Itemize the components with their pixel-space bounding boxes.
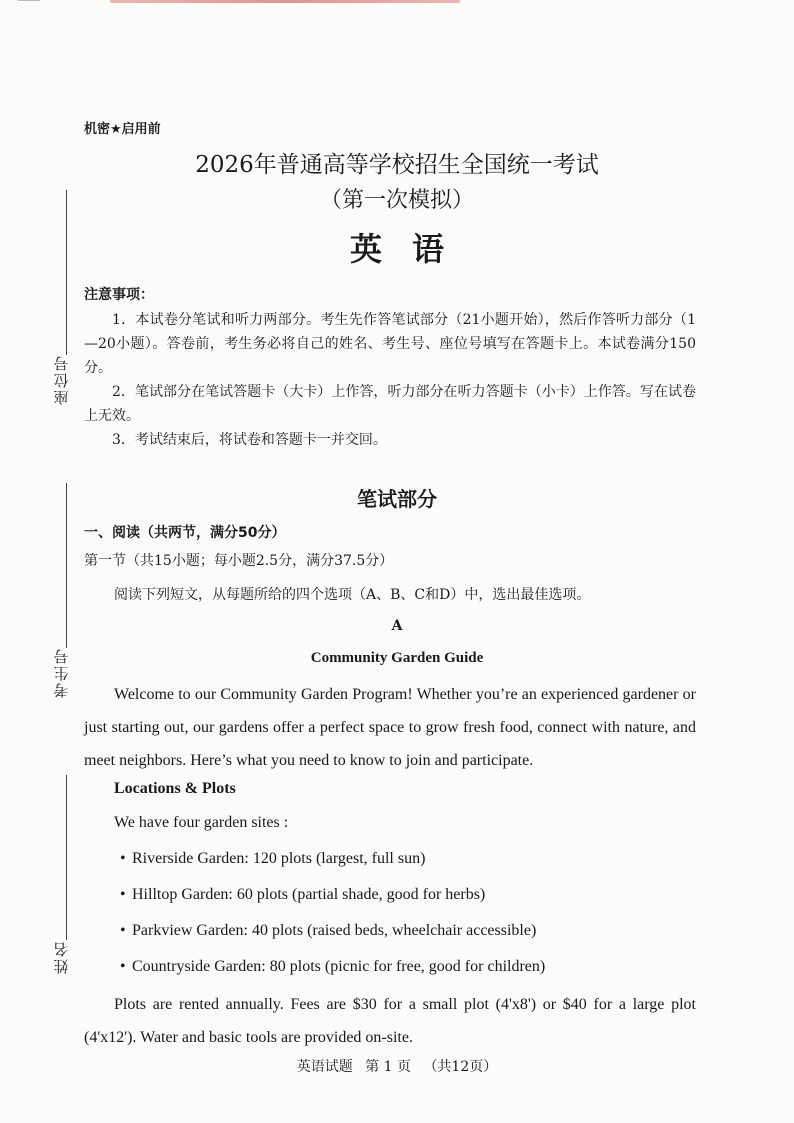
notice-list bbox=[84, 308, 696, 452]
passage-intro: Welcome to our Community Garden Program! Whether you’re an experienced gardener or just starting out, our gardens offer a perfect space to grow fresh food, connect with nature, and meet neighbors. Here’s what you need to know to join and participate. bbox=[84, 686, 696, 769]
notice-item: 3．考试结束后，将试卷和答题卡一并交回。 bbox=[112, 432, 387, 448]
site-text: Parkview Garden: 40 plots (raised beds, wheelchair accessible) bbox=[132, 922, 537, 939]
confidential-mark: 机密★启用前 bbox=[84, 122, 161, 137]
exam-title: 2026年普通高等学校招生全国统一考试 bbox=[195, 152, 599, 178]
list-item bbox=[120, 958, 545, 976]
rent-paragraph: Plots are rented annually. Fees are $30 for a small plot (4'x8') or $40 for a large plot (4'x12'). Water and basic tools are provided on-site. bbox=[84, 996, 696, 1046]
page-footer bbox=[0, 1056, 794, 1076]
subject-title: 英语 bbox=[349, 230, 474, 268]
bullet-icon: • bbox=[120, 922, 126, 939]
list-item bbox=[120, 850, 425, 868]
name-label: 姓名 bbox=[52, 940, 71, 974]
top-decorative-rule bbox=[110, 0, 460, 3]
seat-number-label: 座位号 bbox=[52, 354, 71, 406]
scan-edge-mark bbox=[18, 0, 40, 1]
notice-item: 2．笔试部分在笔试答题卡（大卡）上作答，听力部分在听力答题卡（小卡）上作答。写在试卷上无效。 bbox=[84, 384, 696, 424]
name-line bbox=[66, 775, 67, 940]
list-item bbox=[120, 922, 536, 940]
site-text: Riverside Garden: 120 plots (largest, full sun) bbox=[132, 850, 426, 867]
site-text: Countryside Garden: 80 plots (picnic for free, good for children) bbox=[132, 958, 546, 975]
passage-letter: A bbox=[391, 618, 403, 634]
reading-instruction: 阅读下列短文，从每题所给的四个选项（A、B、C和D）中，选出最佳选项。 bbox=[114, 587, 591, 603]
sites-lead: We have four garden sites : bbox=[114, 814, 289, 831]
notice-title: 注意事项： bbox=[84, 287, 154, 303]
site-text: Hilltop Garden: 60 plots (partial shade, good for herbs) bbox=[132, 886, 486, 903]
bullet-icon: • bbox=[120, 850, 126, 867]
locations-heading: Locations & Plots bbox=[114, 780, 236, 797]
list-item bbox=[120, 886, 485, 904]
part-heading: 一、阅读（共两节，满分50分） bbox=[84, 525, 286, 541]
seat-number-line bbox=[66, 190, 67, 355]
passage-title: Community Garden Guide bbox=[310, 650, 484, 666]
footer-page: 第 1 页 bbox=[365, 1059, 411, 1075]
section-title: 笔试部分 bbox=[357, 487, 437, 511]
exam-number-label: 考生号 bbox=[52, 647, 71, 699]
footer-total: （共12页） bbox=[423, 1059, 498, 1075]
bullet-icon: • bbox=[120, 958, 126, 975]
notice-item: 1．本试卷分笔试和听力两部分。考生先作答笔试部分（21小题开始），然后作答听力部分（1—20小题）。答卷前，考生务必将自己的姓名、考生号、座位号填写在答题卡上。本试卷满分150分。 bbox=[84, 312, 696, 376]
bullet-icon: • bbox=[120, 886, 126, 903]
exam-subtitle: （第一次模拟） bbox=[319, 188, 474, 213]
part-subheading: 第一节（共15小题；每小题2.5分，满分37.5分） bbox=[84, 553, 394, 569]
footer-subject: 英语试题 bbox=[296, 1059, 353, 1075]
